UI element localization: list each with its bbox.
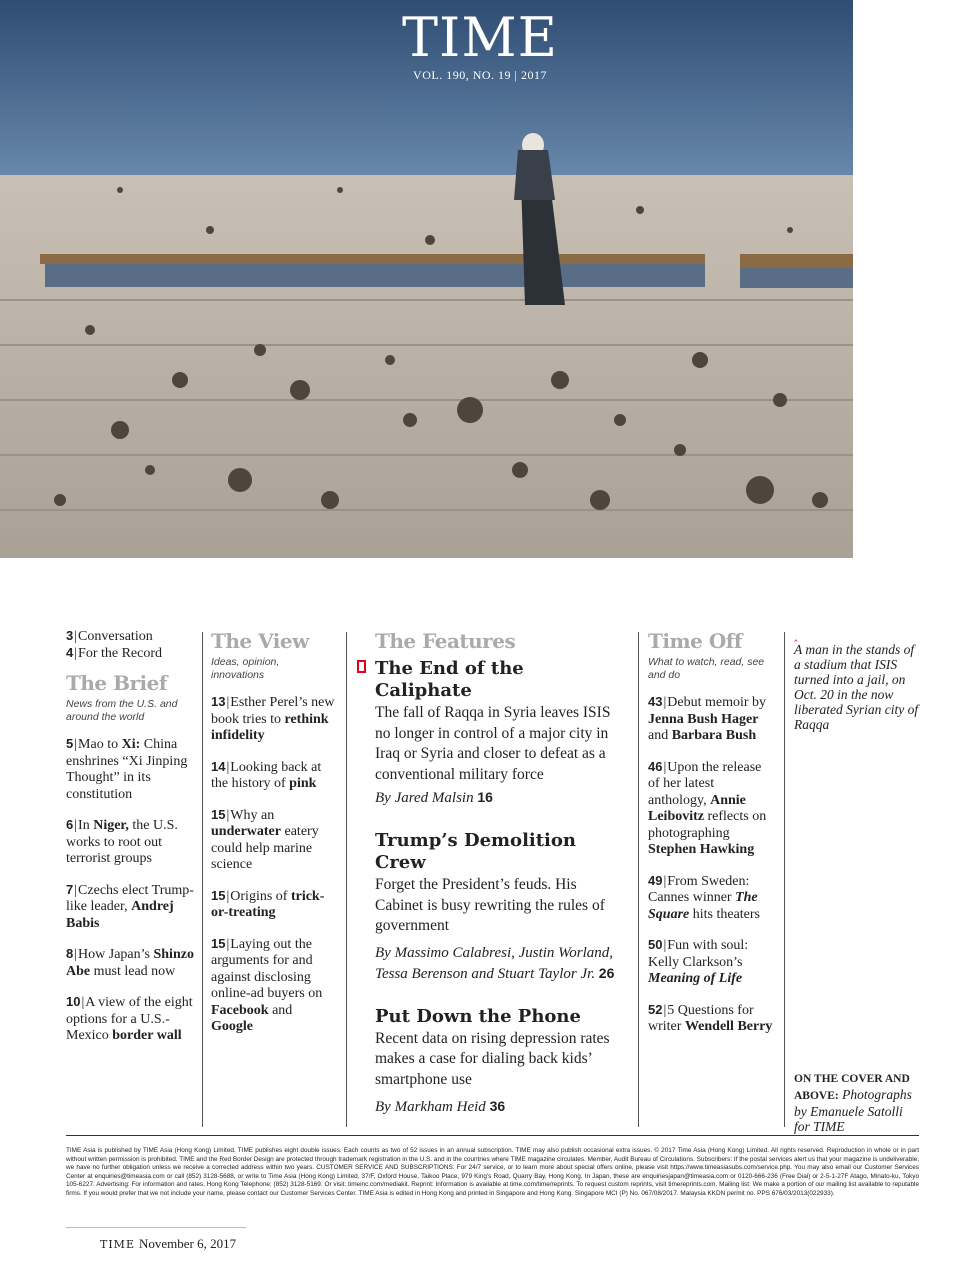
toc-item[interactable]: 15|Laying out the arguments for and against disclosing online-ad buyers on Facebook and Google bbox=[211, 935, 323, 1034]
photo-caption bbox=[794, 630, 919, 732]
cover-photo bbox=[0, 0, 853, 558]
publication-info: TIME Asia is published by TIME Asia (Hong Kong) Limited. TIME publishes eight double issues. Each counts as two of 52 issues in an annual subscription. TIME may also publish occasional extra issues. © 2017 Time Asia (Hong Kong) Limited. All rights reserved. Reproduction in whole or in part without written permission is prohibited. TIME and the Red Border Design are protected through trademark registration in the U.S. and in the countries where TIME magazine circulates. Member, Audit Bureau of Circulations. Subscribers: If the postal services alert us that your magazine is undeliverable, we have no further obligation unless we receive a corrected address within two years. CUSTOMER SERVICE AND SUBSCRIPTIONS: For 24/7 service, or to learn more about special offers online, please visit https://www.timeasiasubs.com/service.php. You may also email our Customer Services Center at enquiries@timeasia.com or call (852) 3128-5688, or write to Time Asia (Hong Kong) Limited, 37/F, Oxford House, Taikoo Place, 979 King’s Road, Quarry Bay, Hong Kong. In Japan, these are enquiriesjapan@timeasia.com or 0120-666-236 (Free Dial) or 2-5-1-27F Atago, Minato-ku, Tokyo 105-6227. Advertising: For information and rates, Hong Kong Telephone: (852) 3128-5169. Or visit: timeinc.com/mediakit. Reprint: Information is available at time.com/time/reprints. To request custom reprints, visit timereprints.com. Mailing list: We make a portion of our mailing list available to reputable firms. If you would prefer that we not include your name, please contact our Customer Services Center. TIME Asia is edited in Hong Kong and printed in Singapore and Hong Kong. Singapore MCI (P) No. 067/08/2017. Malaysia KKDN permit no. PPS 676/03/2013(022933). bbox=[66, 1147, 919, 1197]
feature-byline: By Markham Heid 36 bbox=[375, 1098, 506, 1115]
toc-item[interactable]: 52|5 Questions for writer Wendell Berry bbox=[648, 1001, 773, 1034]
toc-item[interactable]: 15|Origins of trick-or-treating bbox=[211, 887, 325, 920]
column-divider bbox=[346, 632, 347, 1127]
column-brief bbox=[66, 628, 196, 1059]
section-subtitle: News from the U.S. and around the world bbox=[66, 698, 178, 723]
column-view bbox=[211, 628, 335, 1050]
feature-dek: Forget the President’s feuds. His Cabinet is busy rewriting the rules of government bbox=[375, 876, 605, 934]
feature-headline: Trump’s Demolition Crew bbox=[375, 830, 576, 873]
feature-item[interactable] bbox=[375, 830, 625, 984]
column-divider bbox=[784, 632, 785, 1127]
column-features bbox=[375, 628, 625, 1117]
toc-item[interactable]: 8|How Japan’s Shinzo Abe must lead now bbox=[66, 946, 194, 979]
volume-info: VOL. 190, NO. 19 | 2017 bbox=[413, 68, 547, 82]
toc-item[interactable]: 50|Fun with soul: Kelly Clarkson’s Meaning of Life bbox=[648, 937, 749, 986]
section-title-time-off: Time Off bbox=[648, 629, 742, 653]
column-divider bbox=[202, 632, 203, 1127]
section-subtitle: What to watch, read, see and do bbox=[648, 656, 765, 681]
toc-item[interactable]: 46|Upon the release of her latest anthology, Annie Leibovitz reflects on photographing Stephen Hawking bbox=[648, 758, 767, 857]
section-subtitle: Ideas, opinion, innovations bbox=[211, 656, 280, 681]
feature-item[interactable] bbox=[375, 1006, 625, 1118]
section-title-view: The View bbox=[211, 629, 309, 653]
section-title-features: The Features bbox=[375, 629, 516, 653]
toc-item[interactable]: 13|Esther Perel’s new book tries to rethink infidelity bbox=[211, 694, 335, 743]
toc-item[interactable]: 10|A view of the eight options for a U.S.-Mexico border wall bbox=[66, 994, 193, 1043]
red-border-icon bbox=[357, 660, 366, 673]
page-folio bbox=[100, 1236, 236, 1252]
column-time-off bbox=[648, 628, 774, 1050]
toc-item[interactable]: 6|In Niger, the U.S. works to root out terrorist groups bbox=[66, 817, 178, 866]
feature-byline: By Jared Malsin 16 bbox=[375, 789, 493, 806]
toc-item[interactable]: 5|Mao to Xi: China enshrines “Xi Jinping Thought” in its constitution bbox=[66, 736, 188, 802]
masthead-logo: TIME bbox=[401, 6, 559, 69]
stadium-photo-illustration bbox=[0, 0, 853, 558]
folio-divider bbox=[66, 1227, 246, 1228]
cover-credit: ON THE COVER AND ABOVE: Photographs by Emanuele Satolli for TIME bbox=[794, 1073, 912, 1134]
toc-item[interactable]: 3|Conversation bbox=[66, 628, 153, 644]
feature-dek: The fall of Raqqa in Syria leaves ISIS no longer in control of a major city in Iraq or Syria and closer to defeat as a conventional military force bbox=[375, 704, 611, 783]
toc-item[interactable]: 7|Czechs elect Trump-like leader, Andrej Babis bbox=[66, 881, 194, 931]
toc-item[interactable]: 49|From Sweden: Cannes winner The Square hits theaters bbox=[648, 872, 760, 922]
column-divider bbox=[638, 632, 639, 1127]
toc-item[interactable]: 4|For the Record bbox=[66, 645, 163, 661]
caption-text: A man in the stands of a stadium that ISIS turned into a jail, on Oct. 20 in the now liberated Syrian city of Raqqa bbox=[794, 642, 919, 732]
toc-item[interactable]: 14|Looking back at the history of pink bbox=[211, 758, 322, 791]
feature-dek: Recent data on rising depression rates makes a case for dialing back kids’ smartphone use bbox=[375, 1029, 610, 1088]
section-title-brief: The Brief bbox=[66, 671, 167, 695]
feature-byline: By Massimo Calabresi, Justin Worland, Tessa Berenson and Stuart Taylor Jr. 26 bbox=[375, 944, 615, 982]
toc-item[interactable]: 43|Debut memoir by Jenna Bush Hager and Barbara Bush bbox=[648, 694, 767, 743]
feature-item[interactable] bbox=[375, 658, 625, 808]
toc-item[interactable]: 15|Why an underwater eatery could help marine science bbox=[211, 806, 319, 872]
feature-headline: The End of the Caliphate bbox=[375, 658, 524, 701]
feature-headline: Put Down the Phone bbox=[375, 1005, 581, 1027]
folio-date: November 6, 2017 bbox=[138, 1236, 237, 1251]
caret-up-icon: ‸ bbox=[794, 629, 798, 642]
footer-divider bbox=[66, 1135, 919, 1136]
folio-brand: TIME bbox=[100, 1238, 135, 1251]
